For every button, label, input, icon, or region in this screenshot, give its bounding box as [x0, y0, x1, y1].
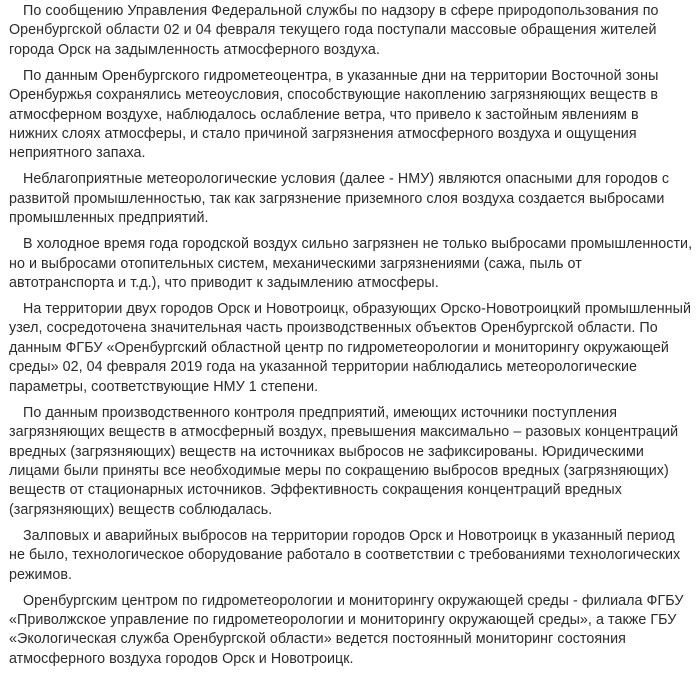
text-line: неприятного запаха. [9, 145, 146, 162]
text-line: режимов. [9, 566, 73, 583]
paragraph-production-control [9, 404, 692, 520]
text-line: узел, сосредоточена значительная часть производственных объектов Оренбургской области. По [9, 320, 658, 337]
text-line: Залповых и аварийных выбросов на территории городов Орск и Новотроицк в указанный период [23, 527, 675, 544]
text-line: города Орск на задымленность атмосферного воздуха. [9, 41, 380, 58]
text-line: В холодное время года городской воздух сильно загрязнен не только выбросами промышленности, [23, 236, 693, 253]
text-line: но и выбросами отопительных систем, механическими загрязнениями (сажа, пыль от [9, 255, 582, 272]
text-line: Оренбургской области 02 и 04 февраля текущего года поступали массовые обращения жителей [9, 22, 657, 39]
text-line: По сообщению Управления Федеральной службы по надзору в сфере природопользования по [23, 3, 659, 19]
text-line: атмосферном воздухе, наблюдалось ослабление ветра, что привело к застойным явлениям в [9, 106, 639, 123]
text-line: атмосферного воздуха городов Орск и Новотроицк. [9, 650, 354, 667]
text-line: автотранспорта и т.д.), что приводит к задымлению атмосферы. [9, 275, 439, 292]
text-line: вредных (загрязняющих) веществ на источниках выбросов не зафиксированы. Юридическими [9, 443, 644, 460]
text-line: (загрязняющих) веществ соблюдалась. [9, 501, 273, 518]
text-line: нижних слоях атмосферы, и стало причиной загрязнения атмосферного воздуха и ощущения [9, 126, 637, 143]
paragraph-no-emergency [9, 527, 692, 585]
text-line: среды» 02, 04 февраля 2019 года на указанной территории наблюдались метеорологические [9, 359, 638, 376]
paragraph-notice [9, 2, 692, 60]
text-line: «Приволжское управление по гидрометеорологии и мониторингу окружающей среды», а также ГБУ [9, 611, 677, 628]
paragraph-cold-season [9, 235, 692, 293]
text-line: параметры, соответствующие НМУ 1 степени. [9, 378, 319, 395]
text-line: По данным Оренбургского гидрометеоцентра, в указанные дни на территории Восточной зоны [23, 67, 659, 84]
paragraph-nmu-definition [9, 170, 692, 228]
text-line: не было, технологическое оборудование работало в соответствии с требованиями технологических [9, 547, 681, 564]
text-line: лицами были приняты все необходимые меры по сокращению выбросов вредных (загрязняющих) [9, 462, 669, 479]
text-line: веществ от стационарных источников. Эффективность сокращения концентраций вредных [9, 482, 622, 499]
text-line: загрязняющих веществ в атмосферный воздух, превышения максимально – разовых концентраций [9, 424, 679, 441]
paragraph-weather-center [9, 67, 692, 164]
text-line: данным ФГБУ «Оренбургский областной центр по гидрометеорологии и мониторингу окружающей [9, 339, 669, 356]
paragraph-monitoring [9, 592, 692, 670]
text-line: «Экологическая служба Оренбургской области» ведется постоянный мониторинг состояния [9, 631, 626, 648]
text-line: развитой промышленностью, так как загрязнение приземного слоя воздуха создается выбросами [9, 190, 665, 207]
text-line: Оренбургским центром по гидрометеорологии и мониторингу окружающей среды - филиала ФГБУ [23, 592, 684, 609]
text-line: Неблагоприятные метеорологические условия (далее - НМУ) являются опасными для городов с [23, 171, 670, 188]
paragraph-industrial-hub [9, 300, 692, 397]
text-line: По данным производственного контроля предприятий, имеющих источники поступления [23, 404, 617, 421]
text-line: промышленных предприятий. [9, 210, 209, 227]
text-line: На территории двух городов Орск и Новотроицк, образующих Орско-Новотроицкий промышленный [23, 301, 691, 318]
text-line: Оренбуржья сохранялись метеоусловия, способствующие накоплению загрязняющих веществ в [9, 87, 658, 104]
